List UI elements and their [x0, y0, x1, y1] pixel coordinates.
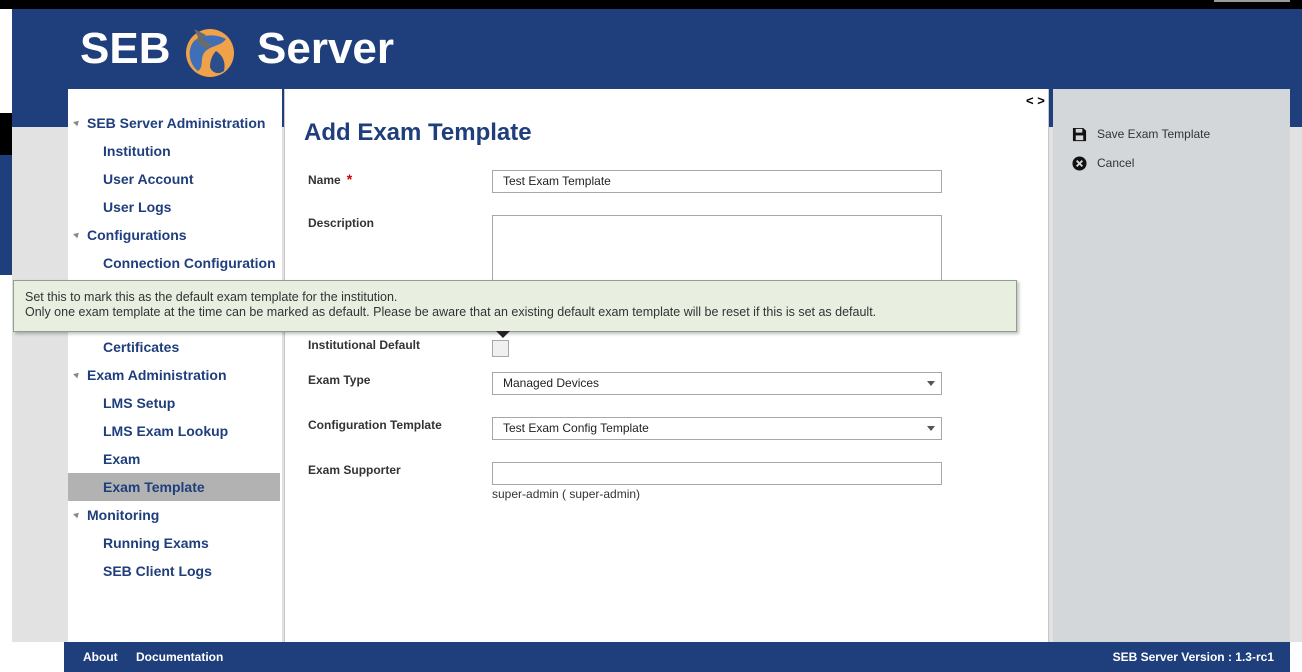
nav-item-lms-setup[interactable]: LMS Setup	[103, 395, 176, 411]
tooltip-pointer	[496, 331, 510, 338]
exam-type-label: Exam Type	[308, 373, 371, 387]
left-edge-dark	[0, 113, 12, 155]
description-textarea[interactable]	[492, 215, 942, 281]
institutional-default-checkbox[interactable]	[492, 340, 509, 357]
documentation-link[interactable]: Documentation	[136, 650, 224, 664]
cancel-icon	[1072, 156, 1087, 171]
nav-group-monitoring[interactable]: Monitoring	[87, 507, 160, 523]
nav-item-lms-exam-lookup[interactable]: LMS Exam Lookup	[103, 423, 229, 439]
description-label: Description	[308, 216, 375, 230]
nav-item-connection-configuration[interactable]: Connection Configuration	[103, 255, 276, 271]
action-panel	[1053, 89, 1290, 642]
nav-item-exam-template[interactable]: Exam Template	[103, 479, 205, 495]
nav-item-user-account[interactable]: User Account	[103, 171, 194, 187]
name-label-text: Name	[308, 173, 341, 187]
configuration-template-select[interactable]	[492, 417, 942, 440]
logo-text-seb: SEB	[80, 24, 171, 73]
about-link[interactable]: About	[83, 650, 118, 664]
exam-type-select[interactable]	[492, 372, 942, 395]
nav-item-institution[interactable]: Institution	[103, 143, 171, 159]
nav-group-seb-server-administration[interactable]: SEB Server Administration	[87, 115, 266, 131]
cancel-label: Cancel	[1097, 156, 1135, 170]
footer-bar	[64, 642, 1290, 672]
nav-item-user-logs[interactable]: User Logs	[103, 199, 172, 215]
nav-item-seb-client-logs[interactable]: SEB Client Logs	[103, 563, 212, 579]
save-exam-template-button[interactable]	[1072, 127, 1210, 142]
exam-type-value: Managed Devices	[503, 376, 600, 390]
nav-item-running-exams[interactable]: Running Exams	[103, 535, 209, 551]
dropdown-arrow-icon	[927, 381, 935, 386]
name-input[interactable]: Test Exam Template	[492, 170, 942, 193]
tooltip-line-1: Set this to mark this as the default exam template for the institution.	[25, 290, 398, 304]
configuration-template-value: Test Exam Config Template	[503, 421, 649, 435]
tooltip	[13, 280, 1017, 332]
page-title: Add Exam Template	[304, 119, 532, 146]
nav-group-configurations[interactable]: Configurations	[87, 227, 187, 243]
expand-triangle-icon[interactable]	[73, 511, 81, 519]
required-mark: *	[346, 171, 353, 187]
exam-supporter-option[interactable]: super-admin ( super-admin)	[492, 487, 641, 501]
collapse-toggle-icon[interactable]: < >	[1026, 93, 1045, 108]
nav-item-exam[interactable]: Exam	[103, 451, 141, 467]
expand-triangle-icon[interactable]	[73, 371, 81, 379]
header-bar	[12, 9, 1302, 89]
top-strip	[0, 0, 1302, 9]
configuration-template-label: Configuration Template	[308, 418, 442, 432]
seb-logo-globe-icon	[180, 21, 240, 81]
nav-group-exam-administration[interactable]: Exam Administration	[87, 367, 227, 383]
name-label	[308, 171, 352, 187]
dropdown-arrow-icon	[927, 426, 935, 431]
sidebar-nav	[68, 89, 282, 642]
exam-supporter-label: Exam Supporter	[308, 463, 401, 477]
logo-text-server: Server	[257, 24, 395, 73]
save-exam-template-label: Save Exam Template	[1097, 127, 1211, 141]
nav-item-certificates[interactable]: Certificates	[103, 339, 180, 355]
institutional-default-label: Institutional Default	[308, 338, 420, 352]
left-edge-blue	[0, 155, 12, 275]
version-label: SEB Server Version : 1.3-rc1	[1112, 650, 1274, 664]
bottom-right-strip	[1290, 642, 1302, 672]
save-icon	[1072, 127, 1087, 142]
cancel-button[interactable]	[1072, 156, 1134, 171]
expand-triangle-icon[interactable]	[73, 119, 81, 127]
tooltip-line-2: Only one exam template at the time can be marked as default. Please be aware that an existing default exam template will be reset if this is set as default.	[25, 305, 877, 319]
exam-supporter-input[interactable]	[492, 462, 942, 485]
expand-triangle-icon[interactable]	[73, 231, 81, 239]
window-handle	[1214, 0, 1290, 2]
